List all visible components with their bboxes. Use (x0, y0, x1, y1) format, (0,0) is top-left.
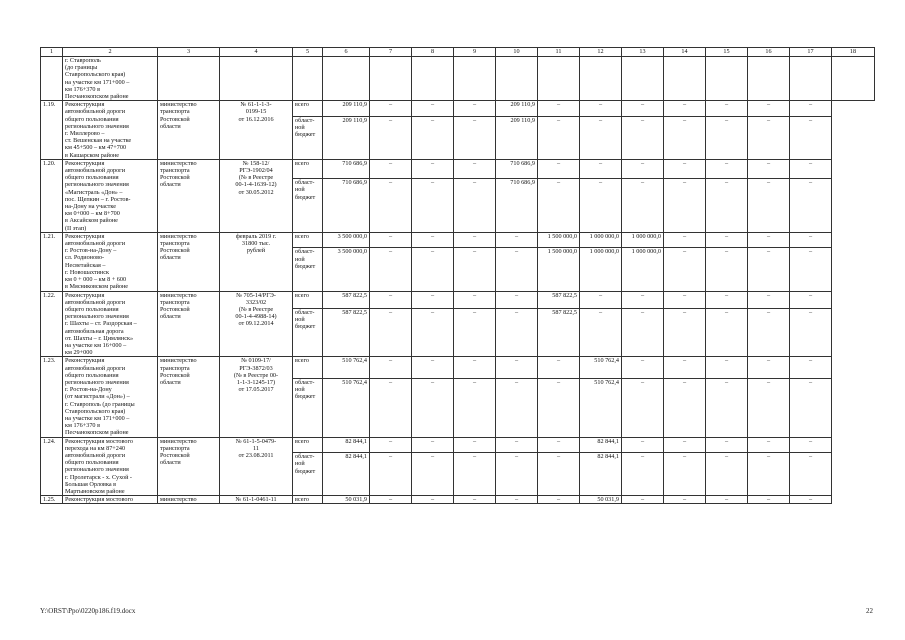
amount-cell: – (412, 453, 454, 496)
amount-cell: – (622, 309, 664, 357)
amount-cell: – (370, 357, 412, 378)
row-number: 1.24. (41, 437, 63, 496)
amount-cell: 50 031,9 (323, 496, 370, 504)
amount-cell: – (496, 291, 538, 309)
amount-cell: – (622, 179, 664, 233)
row-number: 1.22. (41, 291, 63, 357)
amount-cell: – (454, 309, 496, 357)
responsible-org: министерство транспорта Ростовской области (158, 232, 220, 291)
amount-cell: – (412, 248, 454, 291)
amount-cell: – (622, 496, 664, 504)
amount-cell: – (664, 101, 706, 117)
table-row (41, 232, 875, 248)
amount-cell: – (412, 232, 454, 248)
amount-cell: – (706, 309, 748, 357)
amount-cell: – (496, 453, 538, 496)
column-number: 2 (63, 48, 158, 57)
amount-cell: – (370, 453, 412, 496)
amount-cell: 587 822,5 (538, 309, 580, 357)
expertise-doc: февраль 2019 г. 31800 тыс. рублей (220, 232, 293, 291)
amount-cell: – (664, 248, 706, 291)
amount-cell: – (538, 378, 580, 437)
column-number: 15 (706, 48, 748, 57)
funding-source: област- ной бюджет (293, 179, 323, 233)
amount-cell: – (454, 357, 496, 378)
amount-cell: – (412, 291, 454, 309)
amount-cell: – (790, 179, 832, 233)
amount-cell: – (790, 496, 832, 504)
amount-cell: – (496, 248, 538, 291)
amount-cell: – (370, 101, 412, 117)
amount-cell: – (748, 291, 790, 309)
amount-cell: – (370, 116, 412, 159)
amount-cell: – (706, 437, 748, 453)
amount-cell: – (790, 357, 832, 378)
table-row (41, 357, 875, 378)
amount-cell: – (454, 291, 496, 309)
amount-cell: – (412, 357, 454, 378)
amount-cell: – (370, 378, 412, 437)
column-number: 7 (370, 48, 412, 57)
amount-cell: 82 844,1 (580, 437, 622, 453)
amount-cell: – (622, 437, 664, 453)
amount-cell: 1 500 000,0 (538, 248, 580, 291)
column-number-row (41, 48, 875, 57)
amount-cell: – (412, 116, 454, 159)
responsible-org: министерство транспорта Ростовской области (158, 101, 220, 160)
amount-cell: 710 686,9 (323, 179, 370, 233)
amount-cell: – (622, 159, 664, 178)
object-name: Реконструкция автомобильной дороги общего пользования регионального значения «Магистраль «Дон» – пос. Щепкин – г. Ростов- на-Дону на участке км 0+000 – км 8+700 в Аксайском районе (II этап) (63, 159, 158, 232)
amount-cell: – (496, 232, 538, 248)
amount-cell: 209 110,9 (496, 101, 538, 117)
amount-cell: – (496, 437, 538, 453)
column-number: 3 (158, 48, 220, 57)
expertise-doc: № 0109-17/ РГЭ-3872/03 (№ в Реестре 00- 1-1-3-1245-17) от 17.05.2017 (220, 357, 293, 437)
column-number: 5 (293, 48, 323, 57)
table-row (41, 496, 875, 504)
amount-cell: – (454, 179, 496, 233)
amount-cell: 587 822,5 (538, 291, 580, 309)
column-number: 12 (580, 48, 622, 57)
amount-cell: – (790, 116, 832, 159)
amount-cell: – (412, 159, 454, 178)
amount-cell: – (622, 116, 664, 159)
amount-cell: – (664, 179, 706, 233)
amount-cell: – (664, 116, 706, 159)
amount-cell: – (496, 309, 538, 357)
amount-cell: – (664, 496, 706, 504)
amount-cell: 1 000 000,0 (622, 248, 664, 291)
expertise-doc: № 705-14/РГЭ- 3323/02 (№ в Реестре 00-1-4-4988-14) от 09.12.2014 (220, 291, 293, 357)
column-number: 1 (41, 48, 63, 57)
amount-cell: – (580, 159, 622, 178)
amount-cell: – (370, 248, 412, 291)
amount-cell: – (664, 309, 706, 357)
amount-cell: – (370, 179, 412, 233)
column-number: 14 (664, 48, 706, 57)
amount-cell: – (454, 453, 496, 496)
column-number: 8 (412, 48, 454, 57)
object-name: Реконструкция мостового перехода на км 87+240 автомобильной дороги общего пользования регионального значения г. Пролетарск - х. Сухой - Большая Орловка в Мартыновском районе (63, 437, 158, 496)
object-name: Реконструкция автомобильной дороги общего пользования регионального значения г. Миллерово – ст. Вешенская на участке км 45+500 – км 47+700 в Кашарском районе (63, 101, 158, 160)
amount-cell: – (580, 309, 622, 357)
expertise-doc: № 61-1-0461-11 (220, 496, 293, 504)
amount-cell: – (622, 357, 664, 378)
amount-cell: – (538, 496, 580, 504)
column-number: 9 (454, 48, 496, 57)
amount-cell: 1 000 000,0 (622, 232, 664, 248)
amount-cell: – (622, 378, 664, 437)
amount-cell: 710 686,9 (496, 159, 538, 178)
funding-source: област- ной бюджет (293, 248, 323, 291)
funding-source: всего (293, 101, 323, 117)
funding-source: всего (293, 357, 323, 378)
expertise-doc: № 61-1-1-3- 0199-15 от 16.12.2016 (220, 101, 293, 160)
amount-cell: – (748, 378, 790, 437)
funding-source: всего (293, 159, 323, 178)
amount-cell: 1 500 000,0 (538, 232, 580, 248)
object-name: Реконструкция мостового (63, 496, 158, 504)
amount-cell: – (664, 291, 706, 309)
funding-source: всего (293, 291, 323, 309)
funding-source: всего (293, 437, 323, 453)
amount-cell: – (748, 159, 790, 178)
funding-source: област- ной бюджет (293, 378, 323, 437)
amount-cell: – (706, 357, 748, 378)
amount-cell: – (412, 378, 454, 437)
amount-cell: – (706, 101, 748, 117)
amount-cell: – (370, 437, 412, 453)
column-number: 13 (622, 48, 664, 57)
funding-source: област- ной бюджет (293, 309, 323, 357)
amount-cell: 1 000 000,0 (580, 248, 622, 291)
amount-cell: – (412, 437, 454, 453)
amount-cell: 209 110,9 (323, 101, 370, 117)
amount-cell: – (790, 309, 832, 357)
amount-cell: – (706, 291, 748, 309)
amount-cell: – (748, 496, 790, 504)
amount-cell: – (412, 101, 454, 117)
amount-cell: – (790, 437, 832, 453)
amount-cell: 3 500 000,0 (323, 232, 370, 248)
amount-cell: – (706, 453, 748, 496)
object-name: Реконструкция автомобильной дороги общего пользования регионального значения г. Шахты – ст. Раздорская – автомобильная дорога от. Шахты – г. Цимлянск» на участке км 16+000 – км 29+000 (63, 291, 158, 357)
amount-cell: 209 110,9 (496, 116, 538, 159)
column-number: 17 (790, 48, 832, 57)
amount-cell: – (706, 116, 748, 159)
funding-source: всего (293, 496, 323, 504)
row-number: 1.20. (41, 159, 63, 232)
file-path: Y:\ORST\Ppo\0220p186.f19.docx (40, 607, 136, 615)
amount-cell: – (790, 291, 832, 309)
amount-cell: 710 686,9 (323, 159, 370, 178)
amount-cell: – (622, 291, 664, 309)
column-number: 18 (832, 48, 875, 57)
amount-cell: 209 110,9 (323, 116, 370, 159)
amount-cell: – (790, 101, 832, 117)
amount-cell: – (538, 116, 580, 159)
amount-cell: 510 762,4 (323, 378, 370, 437)
amount-cell: – (370, 159, 412, 178)
responsible-org: министерство транспорта Ростовской области (158, 357, 220, 437)
responsible-org: министерство транспорта Ростовской области (158, 159, 220, 232)
object-name: г. Ставрополь (до границы Ставропольского края) на участке км 171+000 – км 176+370 в Песчанокопском районе (63, 57, 158, 101)
amount-cell: – (748, 309, 790, 357)
amount-cell: 587 822,5 (323, 309, 370, 357)
row-number: 1.21. (41, 232, 63, 291)
amount-cell: – (706, 378, 748, 437)
row-number: 1.25. (41, 496, 63, 504)
table-row (41, 159, 875, 178)
amount-cell: 50 031,9 (580, 496, 622, 504)
amount-cell: – (790, 248, 832, 291)
object-name: Реконструкция автомобильной дороги общего пользования регионального значения г. Ростов-на-Дону (от магистрали «Дон») – г. Ставрополь (до границы Ставропольского края) на участке км 171+000 – км 176+370 в Песчанокопском районе (63, 357, 158, 437)
column-number: 6 (323, 48, 370, 57)
continuation-row (41, 57, 875, 101)
amount-cell: – (412, 309, 454, 357)
amount-cell: 587 822,5 (323, 291, 370, 309)
amount-cell: – (790, 453, 832, 496)
amount-cell: – (790, 232, 832, 248)
amount-cell: – (622, 101, 664, 117)
amount-cell: – (454, 496, 496, 504)
amount-cell: – (538, 357, 580, 378)
amount-cell: – (748, 357, 790, 378)
amount-cell: – (370, 496, 412, 504)
amount-cell: – (664, 232, 706, 248)
funding-source: всего (293, 232, 323, 248)
amount-cell: – (538, 453, 580, 496)
amount-cell: 510 762,4 (323, 357, 370, 378)
amount-cell: – (454, 248, 496, 291)
amount-cell: – (454, 232, 496, 248)
amount-cell: – (790, 378, 832, 437)
amount-cell: 510 762,4 (580, 357, 622, 378)
amount-cell: – (580, 101, 622, 117)
table-row (41, 437, 875, 453)
table-row (41, 101, 875, 117)
amount-cell: – (454, 378, 496, 437)
amount-cell: – (538, 101, 580, 117)
table-body (41, 57, 875, 504)
amount-cell: – (538, 159, 580, 178)
funding-source: област- ной бюджет (293, 116, 323, 159)
amount-cell: – (664, 357, 706, 378)
amount-cell: 710 686,9 (496, 179, 538, 233)
amount-cell: – (748, 232, 790, 248)
amount-cell: – (580, 179, 622, 233)
funding-source: област- ной бюджет (293, 453, 323, 496)
amount-cell: – (748, 437, 790, 453)
row-number: 1.19. (41, 101, 63, 160)
responsible-org: министерство (158, 496, 220, 504)
column-number: 16 (748, 48, 790, 57)
budget-table (40, 47, 875, 504)
amount-cell: – (370, 309, 412, 357)
amount-cell: 3 500 000,0 (323, 248, 370, 291)
column-number: 10 (496, 48, 538, 57)
amount-cell: – (706, 179, 748, 233)
expertise-doc: № 158-12/ РГЭ-1902/04 (№ в Реестре 00-1-4-1639-12) от 30.05.2012 (220, 159, 293, 232)
amount-cell: – (580, 291, 622, 309)
amount-cell: – (748, 116, 790, 159)
amount-cell: – (790, 159, 832, 178)
page-number: 22 (866, 607, 873, 615)
amount-cell: – (748, 453, 790, 496)
amount-cell: – (412, 179, 454, 233)
amount-cell: – (622, 453, 664, 496)
amount-cell: – (496, 378, 538, 437)
amount-cell: – (496, 357, 538, 378)
amount-cell: 510 762,4 (580, 378, 622, 437)
amount-cell: – (538, 437, 580, 453)
amount-cell: – (748, 248, 790, 291)
responsible-org: министерство транспорта Ростовской области (158, 291, 220, 357)
column-number: 11 (538, 48, 580, 57)
object-name: Реконструкция автомобильной дороги г. Ростов-на-Дону – сл. Родионово- Несветайская – г. Новошахтинск км 0 + 000 – км 8 + 600 в Мясниковском районе (63, 232, 158, 291)
amount-cell: – (706, 248, 748, 291)
amount-cell: – (412, 496, 454, 504)
expertise-doc: № 61-1-5-0479- 11 от 23.08.2011 (220, 437, 293, 496)
column-number: 4 (220, 48, 293, 57)
amount-cell: – (454, 101, 496, 117)
amount-cell: 1 000 000,0 (580, 232, 622, 248)
amount-cell: – (370, 291, 412, 309)
amount-cell: – (706, 159, 748, 178)
amount-cell: – (496, 496, 538, 504)
amount-cell: – (538, 179, 580, 233)
row-number: 1.23. (41, 357, 63, 437)
amount-cell: – (454, 437, 496, 453)
amount-cell: – (664, 437, 706, 453)
row-number (41, 57, 63, 101)
amount-cell: 82 844,1 (323, 453, 370, 496)
amount-cell: – (664, 159, 706, 178)
amount-cell: – (706, 232, 748, 248)
amount-cell: – (664, 453, 706, 496)
amount-cell: 82 844,1 (323, 437, 370, 453)
amount-cell: – (664, 378, 706, 437)
amount-cell: – (748, 101, 790, 117)
amount-cell: – (748, 179, 790, 233)
amount-cell: – (454, 159, 496, 178)
amount-cell: – (706, 496, 748, 504)
amount-cell: – (370, 232, 412, 248)
amount-cell: 82 844,1 (580, 453, 622, 496)
table-row (41, 291, 875, 309)
amount-cell: – (454, 116, 496, 159)
responsible-org: министерство транспорта Ростовской области (158, 437, 220, 496)
amount-cell: – (580, 116, 622, 159)
